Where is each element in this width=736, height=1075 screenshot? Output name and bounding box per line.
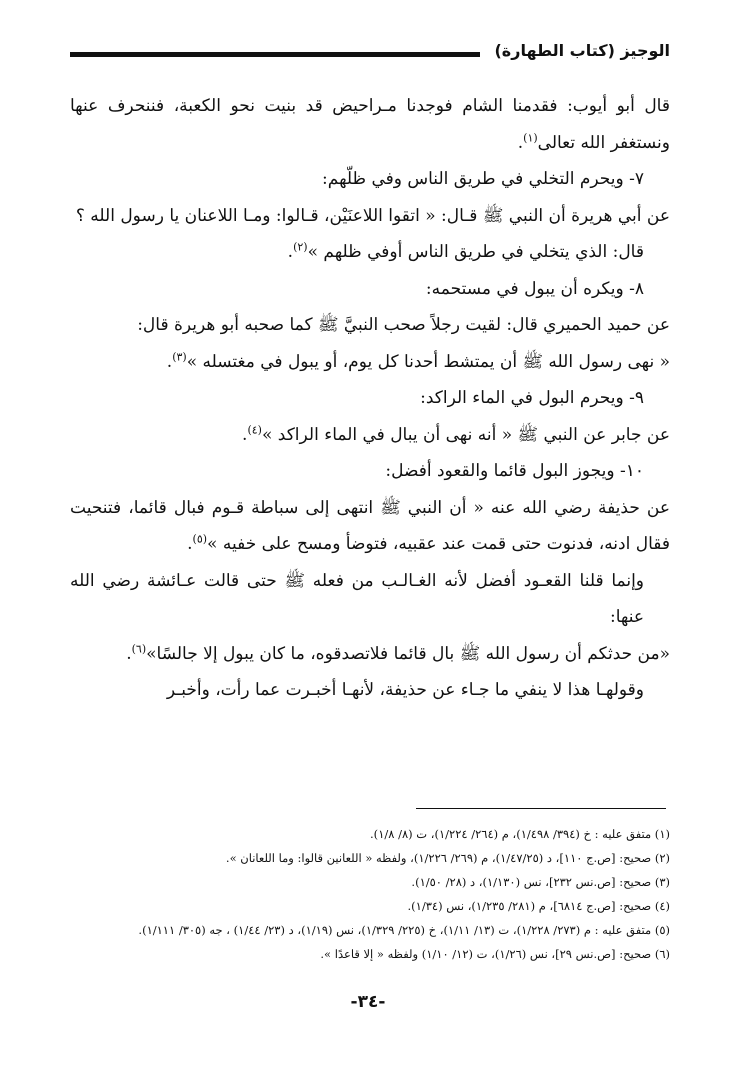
section-heading — [70, 380, 670, 417]
paragraph — [70, 344, 670, 381]
paragraph-text: عن أبي هريرة أن النبي ﷺ قـال: « اتقوا اللاعنَيْن، قـالوا: ومـا اللاعنان يا رسول الله ؟ — [75, 205, 670, 226]
paragraph-text: عن جابر عن النبي ﷺ « أنه نهى أن يبال في الماء الراكد » — [261, 424, 670, 445]
paragraph-text: « نهى رسول الله ﷺ أن يمتشط أحدنا كل يوم، أو يبول في مغتسله » — [186, 351, 670, 372]
running-header — [70, 40, 670, 66]
heading-text: ١٠- ويجوز البول قائما والقعود أفضل: — [385, 461, 644, 481]
paragraph — [70, 234, 670, 271]
paragraph-text: عن حذيفة رضي الله عنه « أن النبي ﷺ انتهى إلى سباطة قـوم فبال قائما، فتنحيت فقال ادنه، فدنوت حتى قمت عند عقبيه، فتوضأ ومسح على خفيه » — [70, 497, 670, 554]
footnote-marker: (٣) — [172, 349, 187, 363]
heading-text: ٩- ويحرم البول في الماء الراكد: — [420, 388, 644, 408]
page-number: -٣٤- — [350, 992, 386, 1012]
section-heading — [70, 271, 670, 308]
footnote-marker: (٢) — [293, 240, 308, 254]
paragraph-text: وقولهـا هذا لا ينفي ما جـاء عن حذيفة، لأنهـا أخبـرت عما رأت، وأخبـر — [166, 680, 644, 700]
footnote-marker: (١) — [523, 130, 538, 144]
footnote-marker: (٤) — [247, 422, 262, 436]
paragraph-text: قال أبو أيوب: فقدمنا الشام فوجدنا مـراحيض قد بنيت نحو الكعبة، فننحرف عنها ونستغفر الله تعالى — [70, 96, 670, 153]
header-title: الوجيز (كتاب الطهارة) — [494, 41, 670, 60]
paragraph — [70, 490, 670, 563]
footnotes — [70, 822, 670, 966]
heading-text: ٧- ويحرم التخلي في طريق الناس وفي ظلّهم: — [322, 169, 644, 189]
paragraph-tail: . — [126, 643, 132, 664]
paragraph — [70, 88, 670, 161]
footnote: (٤) صحيح: [ص.ج ٦٨١٤]، م (٢٨١/ ١/٢٣٥)، نس (١/٣٤). — [407, 899, 670, 913]
footnote: (٣) صحيح: [ص.نس ٢٣٢]، نس (١/١٣٠)، د (٢٨/ ١/٥٠). — [411, 875, 670, 889]
paragraph-tail: . — [242, 424, 248, 445]
paragraph-tail: . — [517, 132, 524, 153]
footnote-marker: (٦) — [131, 641, 147, 655]
main-text — [70, 88, 670, 709]
footnote: (١) متفق عليه : خ (٣٩٤/ ١/٤٩٨)، م (٢٦٤/ ١/٢٢٤)، ت (٨/ ١/٨). — [370, 827, 670, 841]
header-rule — [70, 52, 480, 57]
footnote: (٦) صحيح: [ص.نس ٢٩]، نس (١/٢٦)، ت (١٢/ ١/١٠) ولفظه « إلا قاعدًا ». — [320, 947, 670, 961]
section-heading — [70, 453, 670, 490]
footnote-marker: (٥) — [192, 532, 208, 546]
paragraph-tail: . — [166, 351, 173, 372]
footnote-separator — [416, 808, 666, 809]
footnote: (٢) صحيح: [ص.ج ١١٠]، د (١/٤٧/٢٥)، م (٢٦٩/ ١/٢٢٦)، ولفظه « اللعانين قالوا: وما اللعانان ». — [225, 851, 670, 865]
paragraph — [70, 672, 670, 709]
heading-text: ٨- ويكره أن يبول في مستحمه: — [425, 278, 644, 299]
paragraph — [70, 198, 670, 235]
paragraph — [70, 636, 670, 673]
paragraph — [70, 417, 670, 454]
paragraph-text: «من حدثكم أن رسول الله ﷺ بال قائما فلاتصدقوه، ما كان يبول إلا جالسًا» — [146, 643, 670, 664]
paragraph-text: وإنما قلنا القعـود أفضل لأنه الغـالـب من فعله ﷺ حتى قالت عـائشة رضي الله عنها: — [70, 570, 644, 627]
paragraph — [70, 563, 670, 636]
paragraph-tail: . — [287, 242, 294, 262]
paragraph-text: قال: الذي يتخلي في طريق الناس أوفي ظلهم » — [307, 242, 644, 262]
section-heading — [70, 161, 670, 198]
footnote: (٥) متفق عليه : م (٢٧٣/ ١/٢٢٨)، ت (١٣/ ١/١١)، خ (٢٢٥/ ١/٣٢٩)، نس (١/١٩)، د (٢٣/ ١/٤٤) ، جه (٣٠٥/ ١/١١١). — [138, 923, 670, 937]
paragraph-tail: . — [187, 534, 193, 554]
paragraph — [70, 307, 670, 344]
paragraph-text: عن حميد الحميري قال: لقيت رجلاً صحب النبيَّ ﷺ كما صحبه أبو هريرة قال: — [137, 315, 670, 335]
